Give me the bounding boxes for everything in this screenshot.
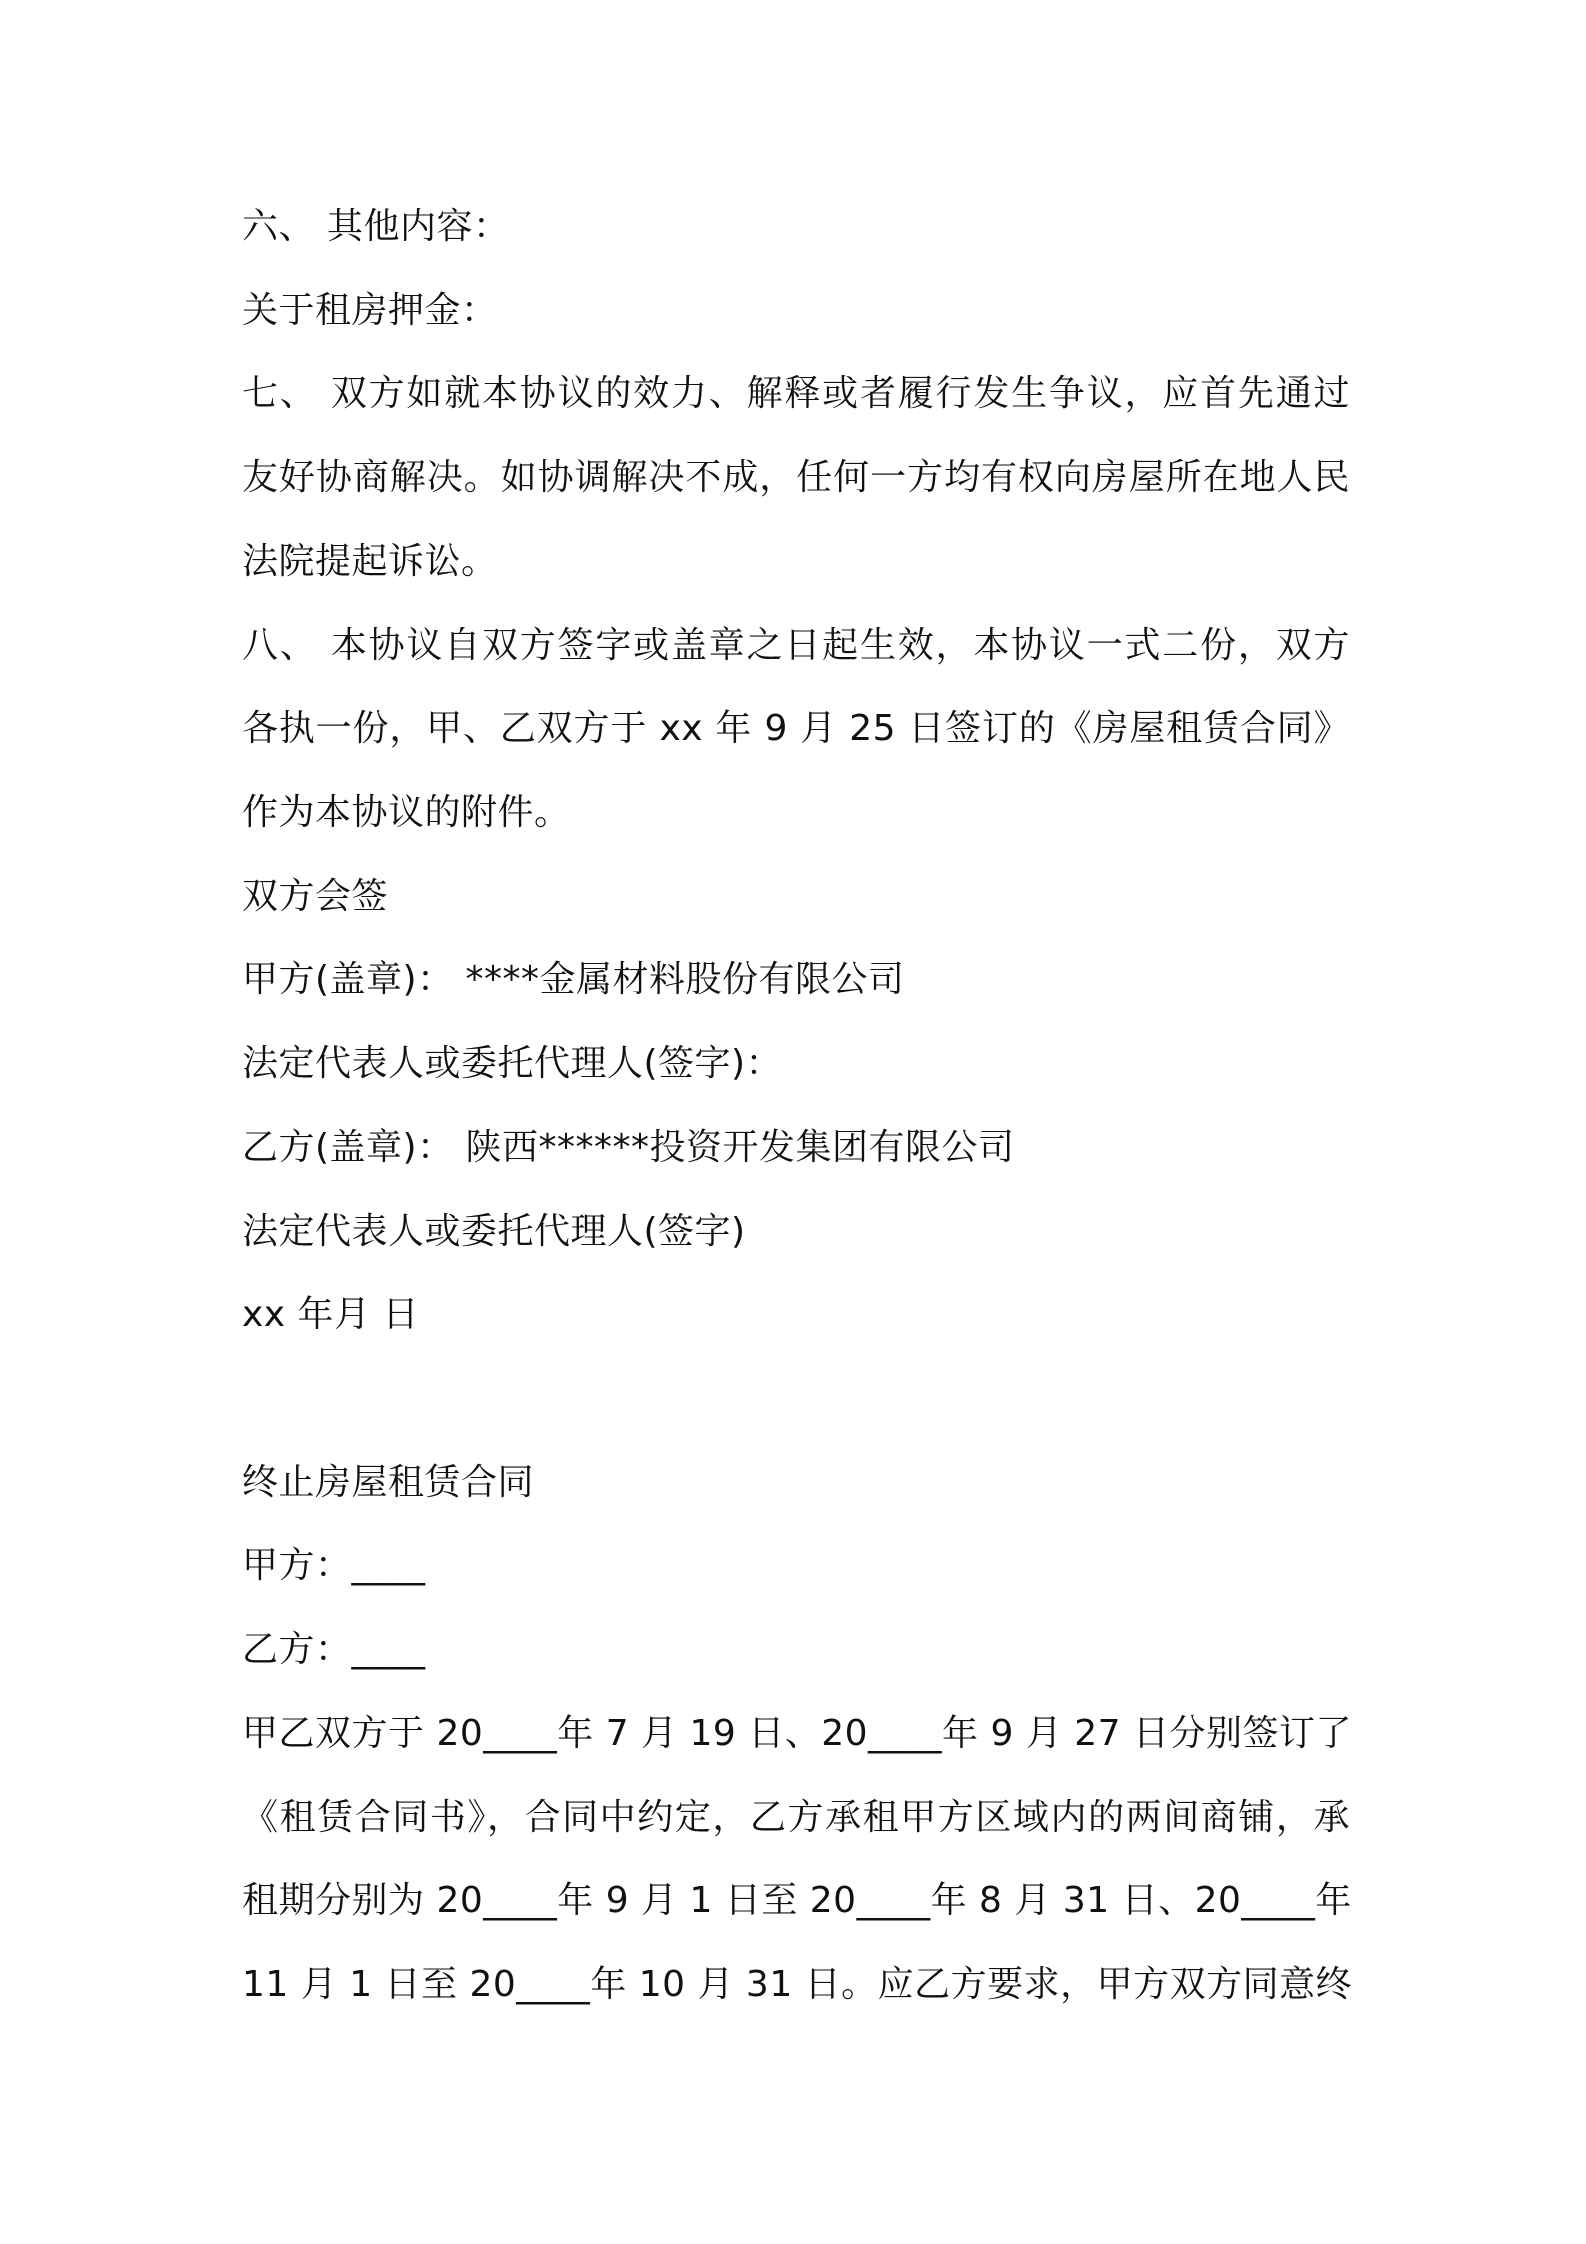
body-line-1: 甲乙双方于 20____年 7 月 19 日、20____年 9 月 27 日分别签订了 xyxy=(242,1713,1353,1754)
party-a-representative-line: 法定代表人或委托代理人(签字)： xyxy=(242,1043,783,1084)
body-line-3: 租期分别为 20____年 9 月 1 日至 20____年 8 月 31 日、20____年 xyxy=(242,1880,1352,1921)
section-seven-line-2: 友好协商解决。如协调解决不成，任何一方均有权向房屋所在地人民 xyxy=(242,457,1350,498)
body-line-2: 《租赁合同书》，合同中约定，乙方承租甲方区域内的两间商铺，承 xyxy=(242,1797,1350,1838)
section-eight-line-2: 各执一份，甲、乙双方于 xx 年 9 月 25 日签订的《房屋租赁合同》 xyxy=(242,708,1350,749)
section-eight-line-3: 作为本协议的附件。 xyxy=(242,792,571,833)
termination-title: 终止房屋租赁合同 xyxy=(242,1462,535,1503)
party-b-seal-line: 乙方(盖章)： 陕西******投资开发集团有限公司 xyxy=(242,1127,1015,1168)
section-seven-line-1: 七、 双方如就本协议的效力、解释或者履行发生争议，应首先通过 xyxy=(242,373,1350,414)
section-seven-line-3: 法院提起诉讼。 xyxy=(242,541,498,582)
joint-signature-heading: 双方会签 xyxy=(242,876,389,917)
deposit-heading: 关于租房押金： xyxy=(242,290,498,331)
section-six-heading: 六、 其他内容： xyxy=(242,206,510,247)
party-b-line: 乙方：____ xyxy=(242,1629,426,1670)
party-a-line: 甲方：____ xyxy=(242,1545,426,1586)
party-b-representative-line: 法定代表人或委托代理人(签字) xyxy=(242,1211,746,1252)
party-a-seal-line: 甲方(盖章)： ****金属材料股份有限公司 xyxy=(242,959,905,1000)
body-line-4: 11 月 1 日至 20____年 10 月 31 日。应乙方要求，甲方双方同意终 xyxy=(242,1964,1353,2005)
section-eight-line-1: 八、 本协议自双方签字或盖章之日起生效，本协议一式二份，双方 xyxy=(242,625,1350,666)
signature-date-line: xx 年月 日 xyxy=(242,1294,419,1335)
